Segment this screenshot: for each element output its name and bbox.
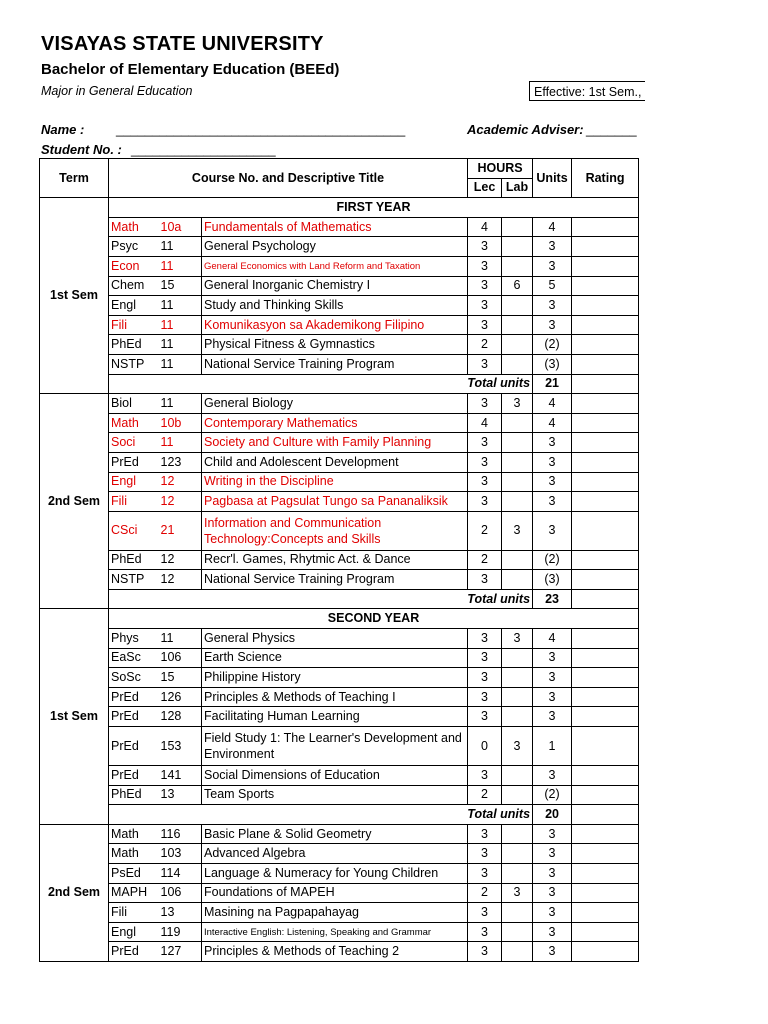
course-number: 11 xyxy=(159,629,202,649)
course-row xyxy=(40,570,639,590)
lec-hours: 3 xyxy=(468,668,502,688)
total-row xyxy=(40,589,639,609)
rating-input[interactable] xyxy=(572,296,639,316)
course-code: PrEd xyxy=(109,766,159,786)
lab-hours xyxy=(502,766,533,786)
units-cell: 3 xyxy=(533,707,572,727)
course-number: 106 xyxy=(159,883,202,903)
course-title: Physical Fitness & Gymnastics xyxy=(202,335,468,355)
lec-hours: 4 xyxy=(468,413,502,433)
rating-input[interactable] xyxy=(572,629,639,649)
total-units-label: Total units xyxy=(109,805,533,825)
rating-input[interactable] xyxy=(572,217,639,237)
lab-hours xyxy=(502,824,533,844)
lab-hours xyxy=(502,922,533,942)
course-number: 128 xyxy=(159,707,202,727)
col-rating: Rating xyxy=(572,159,639,198)
rating-input[interactable] xyxy=(572,570,639,590)
units-cell: (3) xyxy=(533,354,572,374)
lab-hours xyxy=(502,942,533,962)
course-number: 11 xyxy=(159,315,202,335)
rating-input[interactable] xyxy=(572,394,639,414)
total-rating-cell xyxy=(572,805,639,825)
course-title: Field Study 1: The Learner's Development and Environment xyxy=(202,727,468,766)
course-title: Writing in the Discipline xyxy=(202,472,468,492)
lec-hours: 3 xyxy=(468,256,502,276)
lab-hours xyxy=(502,785,533,805)
course-row xyxy=(40,394,639,414)
student-no-field[interactable]: ____________________ xyxy=(131,142,276,157)
rating-input[interactable] xyxy=(572,237,639,257)
lab-hours xyxy=(502,844,533,864)
lec-hours: 2 xyxy=(468,550,502,570)
rating-input[interactable] xyxy=(572,903,639,923)
lab-hours xyxy=(502,335,533,355)
name-label: Name : xyxy=(41,122,85,137)
course-code: PrEd xyxy=(109,687,159,707)
university-title: VISAYAS STATE UNIVERSITY xyxy=(41,33,324,55)
course-code: Math xyxy=(109,217,159,237)
course-title: Pagbasa at Pagsulat Tungo sa Pananaliksik xyxy=(202,492,468,512)
course-code: Fili xyxy=(109,315,159,335)
course-title: General Inorganic Chemistry I xyxy=(202,276,468,296)
lec-hours: 3 xyxy=(468,687,502,707)
term-cell: 2nd Sem xyxy=(40,824,109,961)
rating-input[interactable] xyxy=(572,276,639,296)
rating-input[interactable] xyxy=(572,472,639,492)
course-row xyxy=(40,727,639,766)
course-number: 15 xyxy=(159,276,202,296)
units-cell: 5 xyxy=(533,276,572,296)
lec-hours: 2 xyxy=(468,335,502,355)
lec-hours: 3 xyxy=(468,629,502,649)
course-title: Advanced Algebra xyxy=(202,844,468,864)
course-row xyxy=(40,237,639,257)
lab-hours xyxy=(502,452,533,472)
course-code: Math xyxy=(109,824,159,844)
year-row xyxy=(40,609,639,629)
course-row xyxy=(40,315,639,335)
lab-hours xyxy=(502,903,533,923)
course-number: 10b xyxy=(159,413,202,433)
course-number: 12 xyxy=(159,570,202,590)
course-title: Social Dimensions of Education xyxy=(202,766,468,786)
course-code: Chem xyxy=(109,276,159,296)
course-row xyxy=(40,766,639,786)
course-code: NSTP xyxy=(109,354,159,374)
lec-hours: 3 xyxy=(468,315,502,335)
total-rating-cell xyxy=(572,374,639,394)
course-row xyxy=(40,942,639,962)
course-number: 127 xyxy=(159,942,202,962)
course-row xyxy=(40,550,639,570)
units-cell: 3 xyxy=(533,452,572,472)
course-number: 12 xyxy=(159,472,202,492)
course-title: General Psychology xyxy=(202,237,468,257)
lab-hours: 3 xyxy=(502,629,533,649)
course-code: PhEd xyxy=(109,335,159,355)
units-cell: 3 xyxy=(533,648,572,668)
units-cell: 3 xyxy=(533,942,572,962)
col-lec: Lec xyxy=(468,178,502,198)
units-cell: 3 xyxy=(533,433,572,453)
lab-hours: 3 xyxy=(502,883,533,903)
lec-hours: 3 xyxy=(468,433,502,453)
course-row xyxy=(40,629,639,649)
rating-input[interactable] xyxy=(572,511,639,550)
units-cell: 3 xyxy=(533,687,572,707)
rating-input[interactable] xyxy=(572,354,639,374)
course-title: Team Sports xyxy=(202,785,468,805)
rating-input[interactable] xyxy=(572,727,639,766)
col-lab: Lab xyxy=(502,178,533,198)
rating-input[interactable] xyxy=(572,648,639,668)
course-code: Math xyxy=(109,413,159,433)
course-number: 11 xyxy=(159,335,202,355)
course-code: CSci xyxy=(109,511,159,550)
lab-hours xyxy=(502,217,533,237)
course-number: 153 xyxy=(159,727,202,766)
course-title: General Economics with Land Reform and Taxation xyxy=(202,256,468,276)
rating-input[interactable] xyxy=(572,766,639,786)
rating-input[interactable] xyxy=(572,824,639,844)
course-code: Psyc xyxy=(109,237,159,257)
units-cell: 3 xyxy=(533,472,572,492)
col-hours: HOURS xyxy=(468,159,533,179)
name-field[interactable]: ________________________________________ xyxy=(116,122,406,137)
course-title: Fundamentals of Mathematics xyxy=(202,217,468,237)
lec-hours: 3 xyxy=(468,452,502,472)
course-row xyxy=(40,492,639,512)
curriculum-table xyxy=(39,158,639,962)
course-number: 12 xyxy=(159,492,202,512)
course-title: Basic Plane & Solid Geometry xyxy=(202,824,468,844)
course-number: 11 xyxy=(159,354,202,374)
course-title: Recr'l. Games, Rhytmic Act. & Dance xyxy=(202,550,468,570)
course-title: Contemporary Mathematics xyxy=(202,413,468,433)
course-code: Engl xyxy=(109,472,159,492)
course-number: 103 xyxy=(159,844,202,864)
total-units-value: 20 xyxy=(533,805,572,825)
course-row xyxy=(40,668,639,688)
year-title: FIRST YEAR xyxy=(109,198,639,218)
rating-input[interactable] xyxy=(572,668,639,688)
course-row xyxy=(40,648,639,668)
course-row xyxy=(40,217,639,237)
lec-hours: 3 xyxy=(468,903,502,923)
course-number: 106 xyxy=(159,648,202,668)
course-code: PrEd xyxy=(109,942,159,962)
rating-input[interactable] xyxy=(572,315,639,335)
year-row xyxy=(40,198,639,218)
term-cell: 2nd Sem xyxy=(40,394,109,609)
lec-hours: 3 xyxy=(468,942,502,962)
lab-hours xyxy=(502,648,533,668)
term-cell: 1st Sem xyxy=(40,198,109,394)
course-row xyxy=(40,354,639,374)
course-row xyxy=(40,785,639,805)
units-cell: 3 xyxy=(533,315,572,335)
course-row xyxy=(40,276,639,296)
lec-hours: 3 xyxy=(468,648,502,668)
rating-input[interactable] xyxy=(572,492,639,512)
units-cell: 1 xyxy=(533,727,572,766)
rating-input[interactable] xyxy=(572,433,639,453)
course-number: 11 xyxy=(159,394,202,414)
course-code: PrEd xyxy=(109,727,159,766)
course-number: 13 xyxy=(159,785,202,805)
major-subtitle: Major in General Education xyxy=(41,84,193,98)
rating-input[interactable] xyxy=(572,942,639,962)
rating-input[interactable] xyxy=(572,864,639,884)
course-row xyxy=(40,452,639,472)
total-rating-cell xyxy=(572,589,639,609)
course-row xyxy=(40,844,639,864)
course-code: MAPH xyxy=(109,883,159,903)
units-cell: 3 xyxy=(533,922,572,942)
course-number: 10a xyxy=(159,217,202,237)
course-title: Society and Culture with Family Planning xyxy=(202,433,468,453)
course-title: Earth Science xyxy=(202,648,468,668)
lab-hours xyxy=(502,296,533,316)
course-number: 123 xyxy=(159,452,202,472)
rating-input[interactable] xyxy=(572,883,639,903)
lec-hours: 3 xyxy=(468,824,502,844)
total-row xyxy=(40,374,639,394)
lab-hours xyxy=(502,472,533,492)
course-code: Engl xyxy=(109,922,159,942)
course-title: Foundations of MAPEH xyxy=(202,883,468,903)
course-row xyxy=(40,511,639,550)
course-row xyxy=(40,687,639,707)
lec-hours: 3 xyxy=(468,844,502,864)
lec-hours: 2 xyxy=(468,883,502,903)
units-cell: 3 xyxy=(533,824,572,844)
col-units: Units xyxy=(533,159,572,198)
adviser-label: Academic Adviser: xyxy=(467,122,584,137)
course-title: Facilitating Human Learning xyxy=(202,707,468,727)
lab-hours xyxy=(502,687,533,707)
course-code: PrEd xyxy=(109,452,159,472)
course-title: Philippine History xyxy=(202,668,468,688)
units-cell: 4 xyxy=(533,629,572,649)
total-units-label: Total units xyxy=(109,374,533,394)
lab-hours xyxy=(502,354,533,374)
lec-hours: 3 xyxy=(468,394,502,414)
course-row xyxy=(40,433,639,453)
course-number: 11 xyxy=(159,256,202,276)
course-number: 21 xyxy=(159,511,202,550)
course-code: Soci xyxy=(109,433,159,453)
course-title: Principles & Methods of Teaching I xyxy=(202,687,468,707)
lab-hours xyxy=(502,550,533,570)
units-cell: 4 xyxy=(533,394,572,414)
course-code: Math xyxy=(109,844,159,864)
course-row xyxy=(40,824,639,844)
total-row xyxy=(40,805,639,825)
course-title: Study and Thinking Skills xyxy=(202,296,468,316)
course-row xyxy=(40,296,639,316)
course-number: 12 xyxy=(159,550,202,570)
course-title: General Biology xyxy=(202,394,468,414)
course-code: PhEd xyxy=(109,785,159,805)
units-cell: 3 xyxy=(533,237,572,257)
course-code: NSTP xyxy=(109,570,159,590)
rating-input[interactable] xyxy=(572,844,639,864)
course-row xyxy=(40,413,639,433)
course-title: Language & Numeracy for Young Children xyxy=(202,864,468,884)
lab-hours xyxy=(502,668,533,688)
lab-hours xyxy=(502,492,533,512)
units-cell: 3 xyxy=(533,844,572,864)
lec-hours: 2 xyxy=(468,511,502,550)
course-number: 114 xyxy=(159,864,202,884)
units-cell: 3 xyxy=(533,668,572,688)
course-row xyxy=(40,256,639,276)
course-row xyxy=(40,864,639,884)
lec-hours: 3 xyxy=(468,570,502,590)
course-title: Child and Adolescent Development xyxy=(202,452,468,472)
rating-input[interactable] xyxy=(572,785,639,805)
course-number: 15 xyxy=(159,668,202,688)
lec-hours: 3 xyxy=(468,707,502,727)
lab-hours xyxy=(502,413,533,433)
course-number: 141 xyxy=(159,766,202,786)
lec-hours: 3 xyxy=(468,864,502,884)
course-code: PsEd xyxy=(109,864,159,884)
lab-hours: 3 xyxy=(502,511,533,550)
lec-hours: 3 xyxy=(468,354,502,374)
term-cell: 1st Sem xyxy=(40,609,109,824)
program-title: Bachelor of Elementary Education (BEEd) xyxy=(41,61,340,78)
course-title: General Physics xyxy=(202,629,468,649)
course-code: Fili xyxy=(109,492,159,512)
lab-hours xyxy=(502,237,533,257)
course-code: PrEd xyxy=(109,707,159,727)
lab-hours: 3 xyxy=(502,394,533,414)
units-cell: 3 xyxy=(533,864,572,884)
course-number: 126 xyxy=(159,687,202,707)
course-row xyxy=(40,922,639,942)
col-term: Term xyxy=(40,159,109,198)
units-cell: 3 xyxy=(533,766,572,786)
lec-hours: 0 xyxy=(468,727,502,766)
course-code: EaSc xyxy=(109,648,159,668)
lec-hours: 3 xyxy=(468,237,502,257)
units-cell: (3) xyxy=(533,570,572,590)
course-number: 116 xyxy=(159,824,202,844)
course-number: 13 xyxy=(159,903,202,923)
course-row xyxy=(40,883,639,903)
course-code: Biol xyxy=(109,394,159,414)
units-cell: (2) xyxy=(533,335,572,355)
lec-hours: 2 xyxy=(468,785,502,805)
course-code: PhEd xyxy=(109,550,159,570)
course-code: Fili xyxy=(109,903,159,923)
lab-hours xyxy=(502,433,533,453)
course-row xyxy=(40,903,639,923)
rating-input[interactable] xyxy=(572,550,639,570)
lab-hours: 3 xyxy=(502,727,533,766)
units-cell: (2) xyxy=(533,785,572,805)
course-row xyxy=(40,335,639,355)
total-units-label: Total units xyxy=(109,589,533,609)
total-units-value: 23 xyxy=(533,589,572,609)
course-code: SoSc xyxy=(109,668,159,688)
units-cell: 3 xyxy=(533,296,572,316)
lec-hours: 3 xyxy=(468,766,502,786)
course-title: National Service Training Program xyxy=(202,570,468,590)
rating-input[interactable] xyxy=(572,922,639,942)
lec-hours: 3 xyxy=(468,472,502,492)
lec-hours: 3 xyxy=(468,922,502,942)
rating-input[interactable] xyxy=(572,413,639,433)
units-cell: 3 xyxy=(533,883,572,903)
course-number: 11 xyxy=(159,433,202,453)
course-title: Interactive English: Listening, Speaking and Grammar xyxy=(202,922,468,942)
units-cell: 3 xyxy=(533,511,572,550)
lec-hours: 3 xyxy=(468,492,502,512)
rating-input[interactable] xyxy=(572,256,639,276)
col-course-title: Course No. and Descriptive Title xyxy=(109,159,468,198)
course-row xyxy=(40,707,639,727)
lab-hours xyxy=(502,570,533,590)
year-title: SECOND YEAR xyxy=(109,609,639,629)
units-cell: (2) xyxy=(533,550,572,570)
lab-hours xyxy=(502,256,533,276)
lab-hours xyxy=(502,864,533,884)
lab-hours: 6 xyxy=(502,276,533,296)
course-number: 11 xyxy=(159,237,202,257)
course-row xyxy=(40,472,639,492)
student-no-label: Student No. : xyxy=(41,142,122,157)
units-cell: 3 xyxy=(533,903,572,923)
course-code: Engl xyxy=(109,296,159,316)
rating-input[interactable] xyxy=(572,707,639,727)
course-code: Econ xyxy=(109,256,159,276)
lab-hours xyxy=(502,707,533,727)
units-cell: 3 xyxy=(533,256,572,276)
rating-input[interactable] xyxy=(572,452,639,472)
rating-input[interactable] xyxy=(572,335,639,355)
lec-hours: 3 xyxy=(468,296,502,316)
units-cell: 4 xyxy=(533,217,572,237)
effective-box: Effective: 1st Sem., xyxy=(529,81,645,101)
course-number: 119 xyxy=(159,922,202,942)
units-cell: 3 xyxy=(533,492,572,512)
rating-input[interactable] xyxy=(572,687,639,707)
course-number: 11 xyxy=(159,296,202,316)
adviser-field[interactable]: _______ xyxy=(586,122,637,137)
lec-hours: 4 xyxy=(468,217,502,237)
header-row-1 xyxy=(40,159,639,179)
course-title: Komunikasyon sa Akademikong Filipino xyxy=(202,315,468,335)
course-title: National Service Training Program xyxy=(202,354,468,374)
course-title: Masining na Pagpapahayag xyxy=(202,903,468,923)
course-title: Principles & Methods of Teaching 2 xyxy=(202,942,468,962)
course-code: Phys xyxy=(109,629,159,649)
total-units-value: 21 xyxy=(533,374,572,394)
lab-hours xyxy=(502,315,533,335)
lec-hours: 3 xyxy=(468,276,502,296)
units-cell: 4 xyxy=(533,413,572,433)
course-title: Information and Communication Technology:Concepts and Skills xyxy=(202,511,468,550)
